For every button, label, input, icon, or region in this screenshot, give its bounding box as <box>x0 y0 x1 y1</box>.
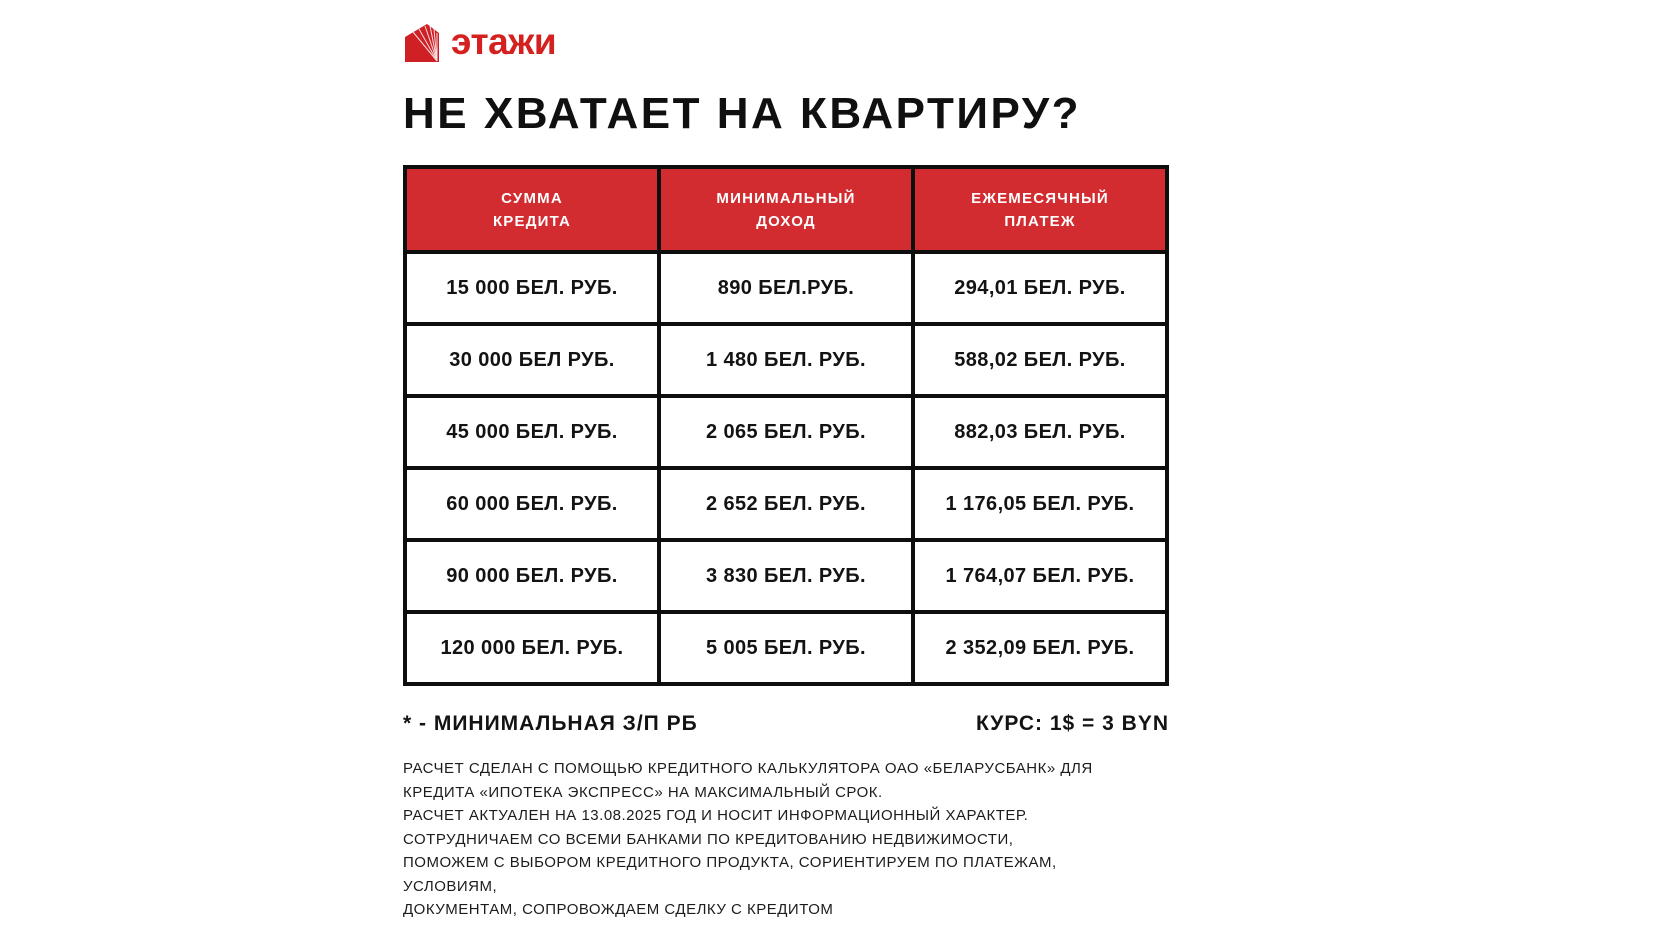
header-line: КРЕДИТА <box>492 212 572 230</box>
cell-credit-sum: 15 000 БЕЛ. РУБ. <box>405 252 659 324</box>
table-row <box>405 612 1167 684</box>
column-header-min-income <box>659 167 913 252</box>
footnote-row <box>403 712 1169 736</box>
cell-credit-sum: 30 000 БЕЛ РУБ. <box>405 324 659 396</box>
cell-min-income: 2 652 БЕЛ. РУБ. <box>659 468 913 540</box>
cell-credit-sum: 45 000 БЕЛ. РУБ. <box>405 396 659 468</box>
cell-min-income: 890 БЕЛ.РУБ. <box>659 252 913 324</box>
column-header-credit-sum <box>405 167 659 252</box>
credit-table <box>403 165 1169 686</box>
disclaimer-line: РАСЧЕТ АКТУАЛЕН НА 13.08.2025 ГОД И НОСИТ ИНФОРМАЦИОННЫЙ ХАРАКТЕР. <box>403 807 1029 825</box>
disclaimer-line: ДОКУМЕНТАМ, СОПРОВОЖДАЕМ СДЕЛКУ С КРЕДИТОМ <box>403 901 834 919</box>
min-salary-footnote: * - МИНИМАЛЬНАЯ З/П РБ <box>403 712 698 736</box>
cell-monthly-payment: 294,01 БЕЛ. РУБ. <box>913 252 1167 324</box>
disclaimer-line: УСЛОВИЯМ, <box>403 877 498 895</box>
disclaimer-text <box>403 757 1169 922</box>
cell-monthly-payment: 1 176,05 БЕЛ. РУБ. <box>913 468 1167 540</box>
table-row <box>405 324 1167 396</box>
column-header-monthly-payment <box>913 167 1167 252</box>
page-title: НЕ ХВАТАЕТ НА КВАРТИРУ? <box>403 89 1081 138</box>
cell-min-income: 2 065 БЕЛ. РУБ. <box>659 396 913 468</box>
table-row <box>405 540 1167 612</box>
table-header-row <box>405 167 1167 252</box>
header-line: ЕЖЕМЕСЯЧНЫЙ <box>971 189 1109 207</box>
house-logo-icon <box>403 22 443 64</box>
disclaimer-line: КРЕДИТА «ИПОТЕКА ЭКСПРЕСС» НА МАКСИМАЛЬНЫЙ СРОК. <box>403 783 883 801</box>
cell-credit-sum: 60 000 БЕЛ. РУБ. <box>405 468 659 540</box>
disclaimer-line: РАСЧЕТ СДЕЛАН С ПОМОЩЬЮ КРЕДИТНОГО КАЛЬКУЛЯТОРА ОАО «БЕЛАРУСБАНК» ДЛЯ <box>403 760 1093 778</box>
cell-min-income: 5 005 БЕЛ. РУБ. <box>659 612 913 684</box>
exchange-rate-note: КУРС: 1$ = 3 BYN <box>975 712 1169 736</box>
cell-monthly-payment: 588,02 БЕЛ. РУБ. <box>913 324 1167 396</box>
table-row <box>405 468 1167 540</box>
disclaimer-line: ПОМОЖЕМ С ВЫБОРОМ КРЕДИТНОГО ПРОДУКТА, СОРИЕНТИРУЕМ ПО ПЛАТЕЖАМ, <box>403 854 1057 872</box>
etazhi-logo <box>403 20 1169 66</box>
header-line: МИНИМАЛЬНЫЙ <box>716 189 856 207</box>
header-line: ПЛАТЕЖ <box>1004 212 1076 230</box>
table-row <box>405 396 1167 468</box>
header-line: СУММА <box>501 189 563 207</box>
table-row <box>405 252 1167 324</box>
cell-monthly-payment: 1 764,07 БЕЛ. РУБ. <box>913 540 1167 612</box>
header-line: ДОХОД <box>756 212 816 230</box>
cell-credit-sum: 120 000 БЕЛ. РУБ. <box>405 612 659 684</box>
logo-text: этажи <box>451 20 557 62</box>
disclaimer-line: СОТРУДНИЧАЕМ СО ВСЕМИ БАНКАМИ ПО КРЕДИТОВАНИЮ НЕДВИЖИМОСТИ, <box>403 830 1014 848</box>
content-column <box>403 0 1169 922</box>
cell-credit-sum: 90 000 БЕЛ. РУБ. <box>405 540 659 612</box>
cell-min-income: 1 480 БЕЛ. РУБ. <box>659 324 913 396</box>
cell-monthly-payment: 2 352,09 БЕЛ. РУБ. <box>913 612 1167 684</box>
cell-monthly-payment: 882,03 БЕЛ. РУБ. <box>913 396 1167 468</box>
cell-min-income: 3 830 БЕЛ. РУБ. <box>659 540 913 612</box>
